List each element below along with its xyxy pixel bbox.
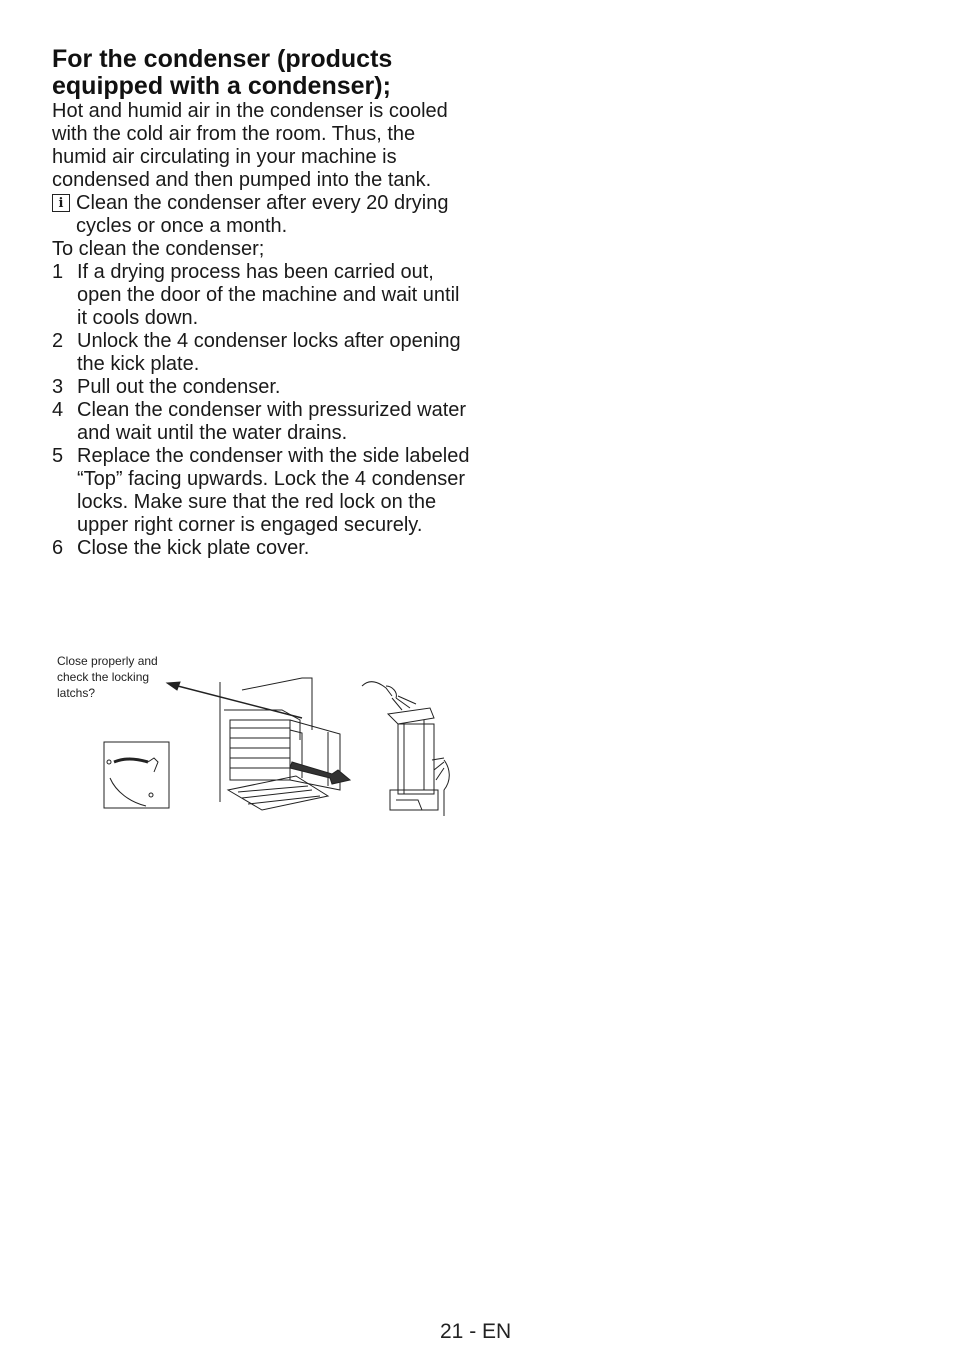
info-note-text: Clean the condenser after every 20 drying cycles or once a month. (76, 192, 449, 237)
intro-paragraph: Hot and humid air in the condenser is cooled with the cold air from the room. Thus, the humid air circulating in your machine is condensed and then pumped into the tank. (52, 100, 448, 191)
info-icon: i (52, 194, 70, 212)
page-number: 21 - EN (440, 1320, 512, 1343)
list-item: 1 If a drying process has been carried out, open the door of the machine and wait until it cools down. (52, 261, 460, 329)
list-item: 5 Replace the condenser with the side labeled “Top” facing upwards. Lock the 4 condenser locks. Make sure that the red lock on the upper right corner is engaged securely. (52, 445, 470, 536)
list-item: 2 Unlock the 4 condenser locks after opening the kick plate. (52, 330, 461, 375)
list-item: 6 Close the kick plate cover. (52, 537, 310, 559)
info-note (52, 192, 472, 238)
condenser-illustration (52, 650, 472, 830)
steps-list (52, 261, 472, 560)
content-column (52, 46, 472, 560)
section-heading: For the condenser (products equipped with a condenser); (52, 45, 393, 100)
list-item: 4 Clean the condenser with pressurized water and wait until the water drains. (52, 399, 467, 444)
list-item: 3 Pull out the condenser. (52, 376, 281, 398)
figure-callout: Close properly and check the locking latchs? (57, 654, 158, 700)
steps-lead: To clean the condenser; (52, 238, 265, 260)
